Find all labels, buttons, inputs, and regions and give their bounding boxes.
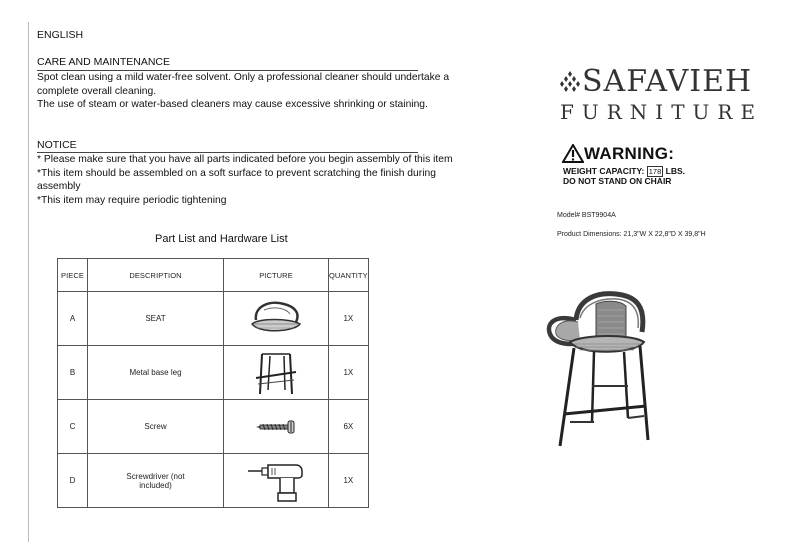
care-line-3: The use of steam or water-based cleaners may cause excessive shrinking or staining.: [37, 99, 428, 110]
picture-cell: [224, 346, 329, 400]
table-row: [58, 346, 369, 400]
brand-emblem-icon: [560, 70, 580, 92]
header-picture: PICTURE: [224, 259, 329, 292]
picture-cell: [224, 400, 329, 454]
seat-icon: [244, 298, 308, 340]
picture-cell: [224, 454, 329, 508]
table-row: [58, 400, 369, 454]
parts-list-title: Part List and Hardware List: [155, 233, 288, 245]
care-heading: CARE AND MAINTENANCE: [37, 56, 171, 68]
brand-sub: FURNITURE: [560, 100, 764, 124]
notice-heading: NOTICE: [37, 139, 77, 151]
language-label: ENGLISH: [37, 29, 84, 41]
notice-line-2: *This item should be assembled on a soft surface to prevent scratching the finish during: [37, 167, 436, 179]
notice-line-3: assembly: [37, 181, 81, 192]
care-line-1: Spot clean using a mild water-free solvent. Only a professional cleaner should undertake a: [37, 72, 450, 83]
screw-icon: [254, 419, 298, 435]
piece-cell: B: [58, 346, 88, 400]
description-cell: [88, 454, 224, 508]
model-number: Model# BST9904A: [557, 212, 616, 219]
description-cell: Metal base leg: [88, 346, 224, 400]
description-line-2: included): [139, 480, 172, 490]
quantity-cell: 1X: [329, 454, 369, 508]
quantity-cell: 1X: [329, 292, 369, 346]
screwdriver-icon: [246, 459, 306, 503]
table-row: [58, 292, 369, 346]
product-stool-image: [540, 290, 660, 452]
piece-cell: D: [58, 454, 88, 508]
description-cell: SEAT: [88, 292, 224, 346]
notice-line-1: * Please make sure that you have all parts indicated before you begin assembly of this item: [37, 154, 453, 165]
piece-cell: C: [58, 400, 88, 454]
piece-cell: A: [58, 292, 88, 346]
parts-table: [57, 258, 369, 508]
care-line-2: complete overall cleaning.: [37, 85, 157, 97]
description-cell: Screw: [88, 400, 224, 454]
description-line-1: Screwdriver (not: [126, 471, 185, 481]
warning-title: WARNING:: [584, 144, 675, 163]
product-dimensions: Product Dimensions: 21,3"W X 22,8"D X 39,8"H: [557, 231, 706, 238]
quantity-cell: 6X: [329, 400, 369, 454]
brand-name: SAFAVIEH: [582, 64, 753, 99]
picture-cell: [224, 292, 329, 346]
warning-triangle-icon: [562, 144, 584, 163]
capacity-unit: LBS.: [665, 166, 686, 176]
capacity-label: WEIGHT CAPACITY:: [563, 166, 645, 176]
care-text: [37, 71, 449, 112]
quantity-cell: 1X: [329, 346, 369, 400]
notice-line-4: *This item may require periodic tightening: [37, 194, 227, 206]
header-quantity: QUANTITY: [329, 259, 369, 292]
do-not-stand-line: DO NOT STAND ON CHAIR: [563, 176, 672, 186]
metal-base-leg-icon: [252, 350, 300, 396]
page-left-border: [28, 22, 29, 542]
header-piece: PIECE: [58, 259, 88, 292]
parts-table-header: [58, 259, 369, 292]
header-description: DESCRIPTION: [88, 259, 224, 292]
notice-text: [37, 153, 453, 207]
table-row: [58, 454, 369, 508]
capacity-value: 178: [648, 167, 662, 176]
